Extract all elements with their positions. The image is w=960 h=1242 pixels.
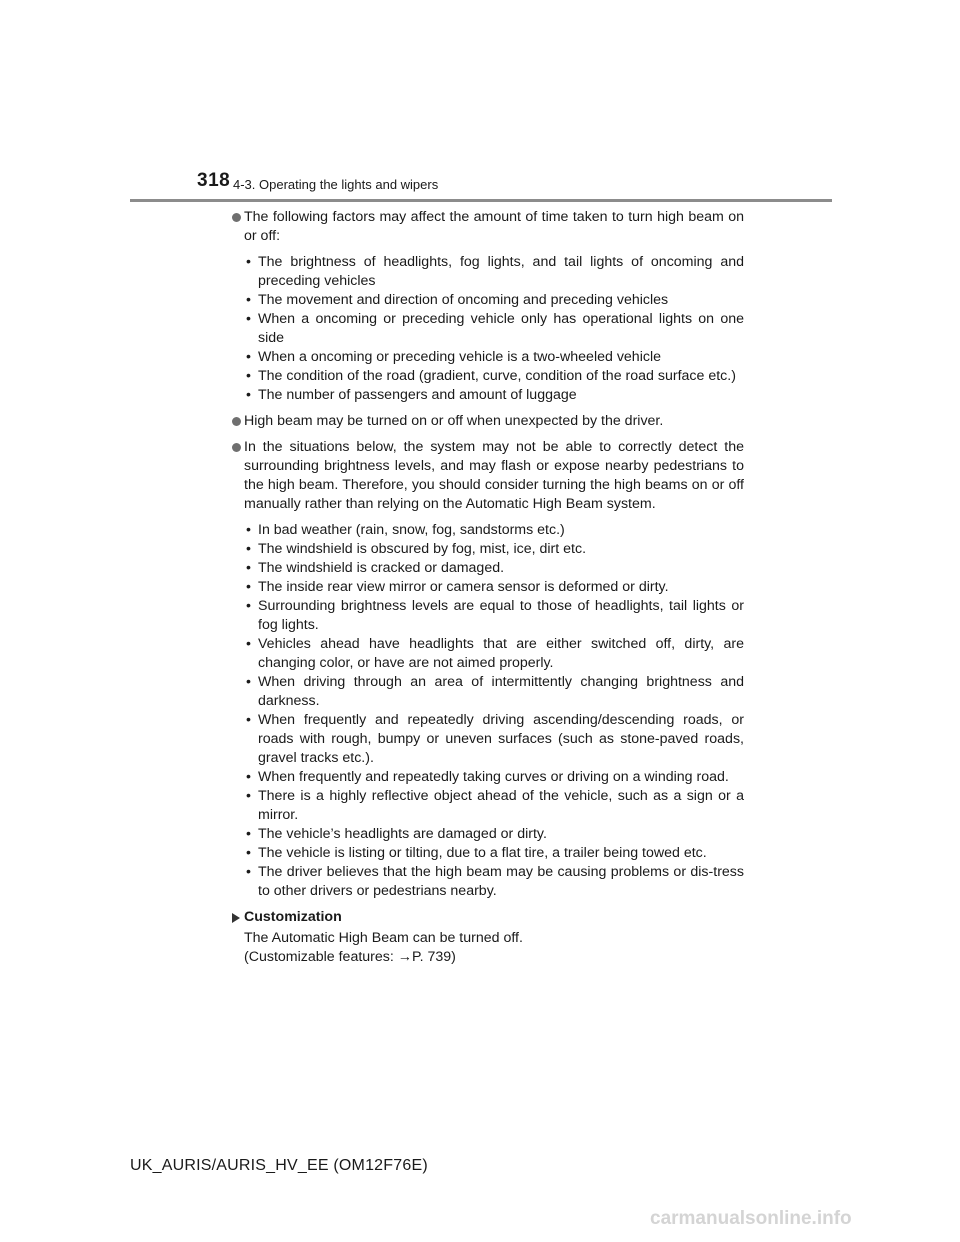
list-item: • Vehicles ahead have headlights that are either switched off, dirty, are changing color, or have are not aimed properly. xyxy=(246,636,744,671)
list-item: • Surrounding brightness levels are equal to those of headlights, tail lights or fog lights. xyxy=(246,598,744,633)
list-item: • The number of passengers and amount of luggage xyxy=(246,387,577,403)
list-item: • The vehicle is listing or tilting, due to a flat tire, a trailer being towed etc. xyxy=(246,845,707,861)
list-item: • The windshield is cracked or damaged. xyxy=(246,560,505,576)
customization-text: The Automatic High Beam can be turned off. xyxy=(244,930,523,946)
situations-list xyxy=(232,521,744,901)
list-item: • The windshield is obscured by fog, mist, ice, dirt etc. xyxy=(246,541,587,557)
page-header xyxy=(197,170,832,200)
list-item: • The inside rear view mirror or camera sensor is deformed or dirty. xyxy=(246,579,669,595)
list-item: • There is a highly reflective object ahead of the vehicle, such as a sign or a mirror. xyxy=(246,788,744,823)
list-item: • The vehicle’s headlights are damaged or dirty. xyxy=(246,826,547,842)
customization-heading: Customization xyxy=(232,908,744,927)
paragraph-unexpected: High beam may be turned on or off when unexpected by the driver. xyxy=(232,412,744,431)
customization-reference: (Customizable features: →P. 739) xyxy=(244,949,456,965)
list-item: • When a oncoming or preceding vehicle is a two-wheeled vehicle xyxy=(246,349,661,365)
list-item: • When frequently and repeatedly driving ascending/descending roads, or roads with rough, bumpy or uneven surfaces (such as stone-paved roads, gravel tracks etc.). xyxy=(246,712,744,766)
list-item: • The condition of the road (gradient, curve, condition of the road surface etc.) xyxy=(246,368,736,384)
list-item: • When frequently and repeatedly taking curves or driving on a winding road. xyxy=(246,769,729,785)
bullet-dot-icon xyxy=(232,417,241,426)
triangle-bullet-icon xyxy=(232,913,240,923)
list-item: • When a oncoming or preceding vehicle only has operational lights on one side xyxy=(246,311,744,346)
list-item: • The brightness of headlights, fog lights, and tail lights of oncoming and preceding vehicles xyxy=(246,254,744,289)
factors-list xyxy=(232,253,744,405)
footer-model-code: UK_AURIS/AURIS_HV_EE (OM12F76E) xyxy=(130,1157,428,1174)
paragraph-situations: In the situations below, the system may not be able to correctly detect the surrounding brightness levels, and may flash or expose nearby pedestrians to the high beam. Therefore, you should consider turning the high beams on or off manually rather than relying on the Automatic High Beam system. xyxy=(232,438,744,514)
page-number: 318 xyxy=(197,170,231,191)
watermark: carmanualsonline.info xyxy=(650,1208,852,1229)
list-item: • The driver believes that the high beam may be causing problems or dis-tress to other drivers or pedestrians nearby. xyxy=(246,864,744,899)
section-title: 4-3. Operating the lights and wipers xyxy=(233,177,439,192)
list-item: • In bad weather (rain, snow, fog, sandstorms etc.) xyxy=(246,522,565,538)
paragraph-factors: The following factors may affect the amount of time taken to turn high beam on or off: xyxy=(232,208,744,246)
list-item: • When driving through an area of intermittently changing brightness and darkness. xyxy=(246,674,744,709)
bullet-dot-icon xyxy=(232,443,241,452)
bullet-dot-icon xyxy=(232,213,241,222)
list-item: • The movement and direction of oncoming and preceding vehicles xyxy=(246,292,669,308)
header-divider xyxy=(130,199,832,202)
main-content xyxy=(232,208,744,967)
